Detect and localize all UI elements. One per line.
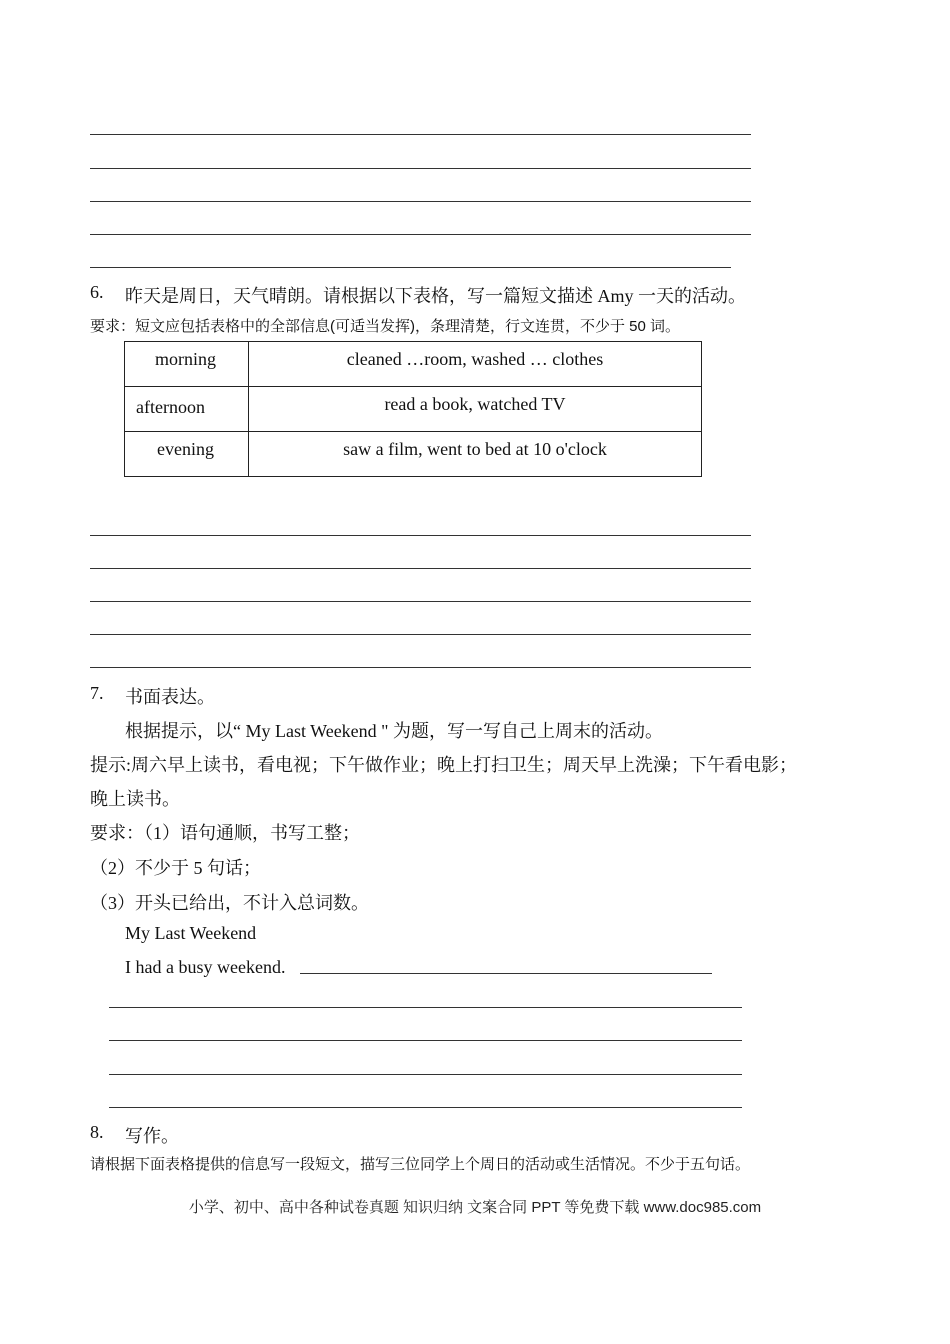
writing-line <box>109 1107 742 1108</box>
writing-line <box>90 267 731 268</box>
question-6-number: 6. <box>90 282 104 302</box>
writing-line <box>109 1040 742 1041</box>
question-6-prompt: 昨天是周日，天气晴朗。请根据以下表格，写一篇短文描述 Amy 一天的活动。 <box>125 286 746 306</box>
essay-title: My Last Weekend <box>125 923 257 943</box>
writing-line <box>90 234 751 235</box>
question-7-number: 7. <box>90 683 104 703</box>
question-7-hint-line-2: 晚上读书。 <box>90 789 180 809</box>
question-8-number: 8. <box>90 1122 104 1142</box>
activity-evening: saw a film, went to bed at 10 o'clock <box>343 439 607 459</box>
table-row <box>125 342 702 387</box>
table-cell-time <box>125 432 249 477</box>
writing-line <box>300 973 712 974</box>
writing-line <box>109 1007 742 1008</box>
writing-line <box>90 535 751 536</box>
writing-line <box>90 134 751 135</box>
question-7-requirement-3: （3）开头已给出，不计入总词数。 <box>90 893 369 913</box>
page-footer: 小学、初中、高中各种试卷真题 知识归纳 文案合同 PPT 等免费下载 www.doc985.com <box>188 1199 762 1216</box>
writing-line <box>109 1074 742 1075</box>
question-8-heading: 写作。 <box>125 1126 179 1146</box>
question-6-requirement: 要求：短文应包括表格中的全部信息(可适当发挥)，条理清楚，行文连贯，不少于 50 词。 <box>90 318 681 335</box>
writing-line <box>90 601 751 602</box>
table-row <box>125 432 702 477</box>
question-7-heading: 书面表达。 <box>125 687 215 707</box>
table-cell-activity <box>249 387 702 432</box>
question-7-requirement-1: 要求：（1）语句通顺，书写工整； <box>90 823 360 843</box>
writing-line <box>90 667 751 668</box>
question-8-instruction: 请根据下面表格提供的信息写一段短文，描写三位同学上个周日的活动或生活情况。不少于五句话。 <box>90 1156 751 1173</box>
question-7-hint-line-1: 提示:周六早上读书，看电视；下午做作业；晚上打扫卫生；周天早上洗澡；下午看电影； <box>90 755 797 775</box>
table-cell-activity <box>249 432 702 477</box>
time-evening: evening <box>157 439 214 459</box>
table-cell-time <box>125 387 249 432</box>
activity-afternoon: read a book, watched TV <box>384 394 566 414</box>
activity-table <box>124 341 702 477</box>
question-7-requirement-2: （2）不少于 5 句话； <box>90 858 261 878</box>
writing-line <box>90 201 751 202</box>
writing-line <box>90 634 751 635</box>
table-row <box>125 387 702 432</box>
writing-line <box>90 168 751 169</box>
essay-opening: I had a busy weekend. <box>125 957 286 977</box>
table-cell-activity <box>249 342 702 387</box>
question-7-instruction: 根据提示，以“ My Last Weekend " 为题，写一写自己上周末的活动。 <box>125 721 664 741</box>
writing-line <box>90 568 751 569</box>
table-cell-time <box>125 342 249 387</box>
time-afternoon: afternoon <box>136 397 205 417</box>
time-morning: morning <box>155 349 216 369</box>
activity-morning: cleaned …room, washed … clothes <box>346 349 604 369</box>
